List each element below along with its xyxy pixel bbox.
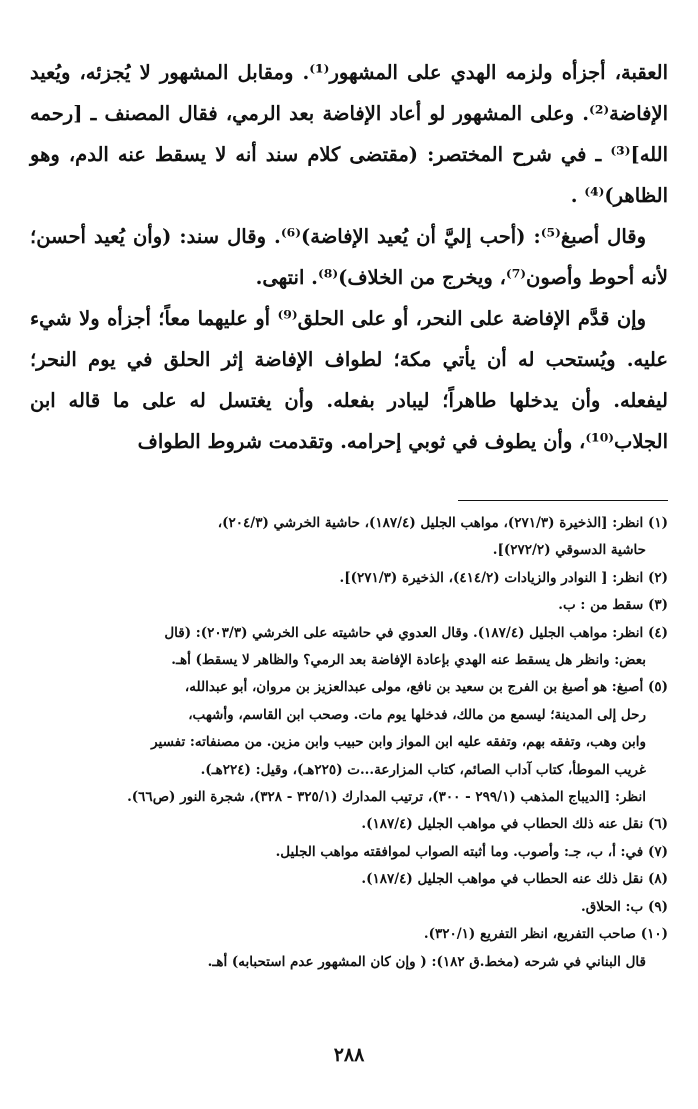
- paragraph-2: وقال أصبغ⁽⁵⁾: (أحب إليَّ أن يُعيد الإفاضة)⁽⁶⁾. وقال سند: (وأن يُعيد أحسن؛ لأنه أحوط وأصون⁽⁷⁾، ويخرج من الخلاف)⁽⁸⁾. انتهى.: [30, 225, 668, 289]
- footnote-7: (٧) في: أ، ب، جـ: وأصوب. وما أثبته الصواب لموافقته مواهب الجليل.: [275, 843, 668, 860]
- footnote-9: (٩) ب: الحلاق.: [581, 898, 668, 915]
- paragraph-1: العقبة، أجزأه ولزمه الهدي على المشهور⁽¹⁾. ومقابل المشهور لا يُجزئه، ويُعيد الإفاضة⁽²⁾. وعلى المشهور لو أعاد الإفاضة بعد الرمي، فقال المصنف ـ [رحمه الله]⁽³⁾ ـ في شرح المختصر: (مقتضى كلام سند أنه لا يسقط عنه الدم، وهو الظاهر)⁽⁴⁾ .: [30, 61, 668, 207]
- footnote-5-continuation-4: انظر: [الديباج المذهب (٢٩٩/١ - ٣٠٠)، ترتيب المدارك (٣٢٥/١ - ٣٢٨)، شجرة النور (ص٦٦).: [127, 789, 646, 806]
- footnote-10-continuation: قال البناني في شرحه (مخط.ق ١٨٢): ( وإن كان المشهور عدم استحبابه) أهـ.: [207, 953, 646, 970]
- footnote-5-continuation-3: غريب الموطأ، كتاب آداب الصائم، كتاب المزارعة...ت (٢٢٥هـ)، وقيل: (٢٢٤هـ).: [200, 761, 646, 778]
- footnote-3: (٣) سقط من : ب.: [558, 597, 668, 614]
- paragraph-3: وإن قدَّم الإفاضة على النحر، أو على الحلق⁽⁹⁾ أو عليهما معاً؛ أجزأه ولا شيء عليه. ويُستحب له أن يأتي مكة؛ لطواف الإفاضة إثر الحلق في يوم النحر؛ ليفعله. وأن يدخلها طاهراً؛ ليبادر بفعله. وأن يغتسل له على ما قاله ابن الجلاب⁽¹⁰⁾، وأن يطوف في ثوبي إحرامه. وتقدمت شروط الطواف: [30, 307, 668, 453]
- main-text: [30, 52, 668, 462]
- footnote-4: (٤) انظر: مواهب الجليل (١٨٧/٤). وقال العدوي في حاشيته على الخرشي (٢٠٣/٣): (قال: [164, 624, 668, 641]
- footnotes-list: [30, 510, 668, 976]
- footnote-1-continuation: حاشية الدسوقي (٢٧٢/٢)].: [492, 542, 646, 559]
- page-number: ٢٨٨: [333, 1044, 365, 1066]
- footnote-5-continuation-2: وابن وهب، وتفقه بهم، وتفقه عليه ابن المواز وابن حبيب وابن مزين. من مصنفاته: تفسير: [151, 734, 646, 751]
- footnote-8: (٨) نقل ذلك عنه الحطاب في مواهب الجليل (١٨٧/٤).: [361, 871, 668, 888]
- footnote-divider: [458, 500, 668, 501]
- footnote-1: (١) انظر: [الذخيرة (٢٧١/٣)، مواهب الجليل (١٨٧/٤)، حاشية الخرشي (٢٠٤/٣)،: [217, 515, 668, 531]
- footnote-5: (٥) أصبغ: هو أصبغ بن الفرج بن سعيد بن نافع، مولى عبدالعزيز بن مروان، أبو عبدالله،: [184, 679, 668, 696]
- footnote-4-continuation: بعض: وانظر هل يسقط عنه الهدي بإعادة الإفاضة بعد الرمي؟ والظاهر لا يسقط) أهـ.: [171, 652, 646, 669]
- footnote-10: (١٠) صاحب التفريع، انظر التفريع (٣٢٠/١).: [423, 926, 668, 943]
- footnote-5-continuation-1: رحل إلى المدينة؛ ليسمع من مالك، فدخلها يوم مات. وصحب ابن القاسم، وأشهب،: [188, 706, 646, 723]
- footnote-6: (٦) نقل عنه ذلك الحطاب في مواهب الجليل (١٨٧/٤).: [361, 816, 668, 833]
- footnote-2: (٢) انظر: [ النوادر والزيادات (٤١٤/٢)، الذخيرة (٢٧١/٣)].: [339, 569, 668, 586]
